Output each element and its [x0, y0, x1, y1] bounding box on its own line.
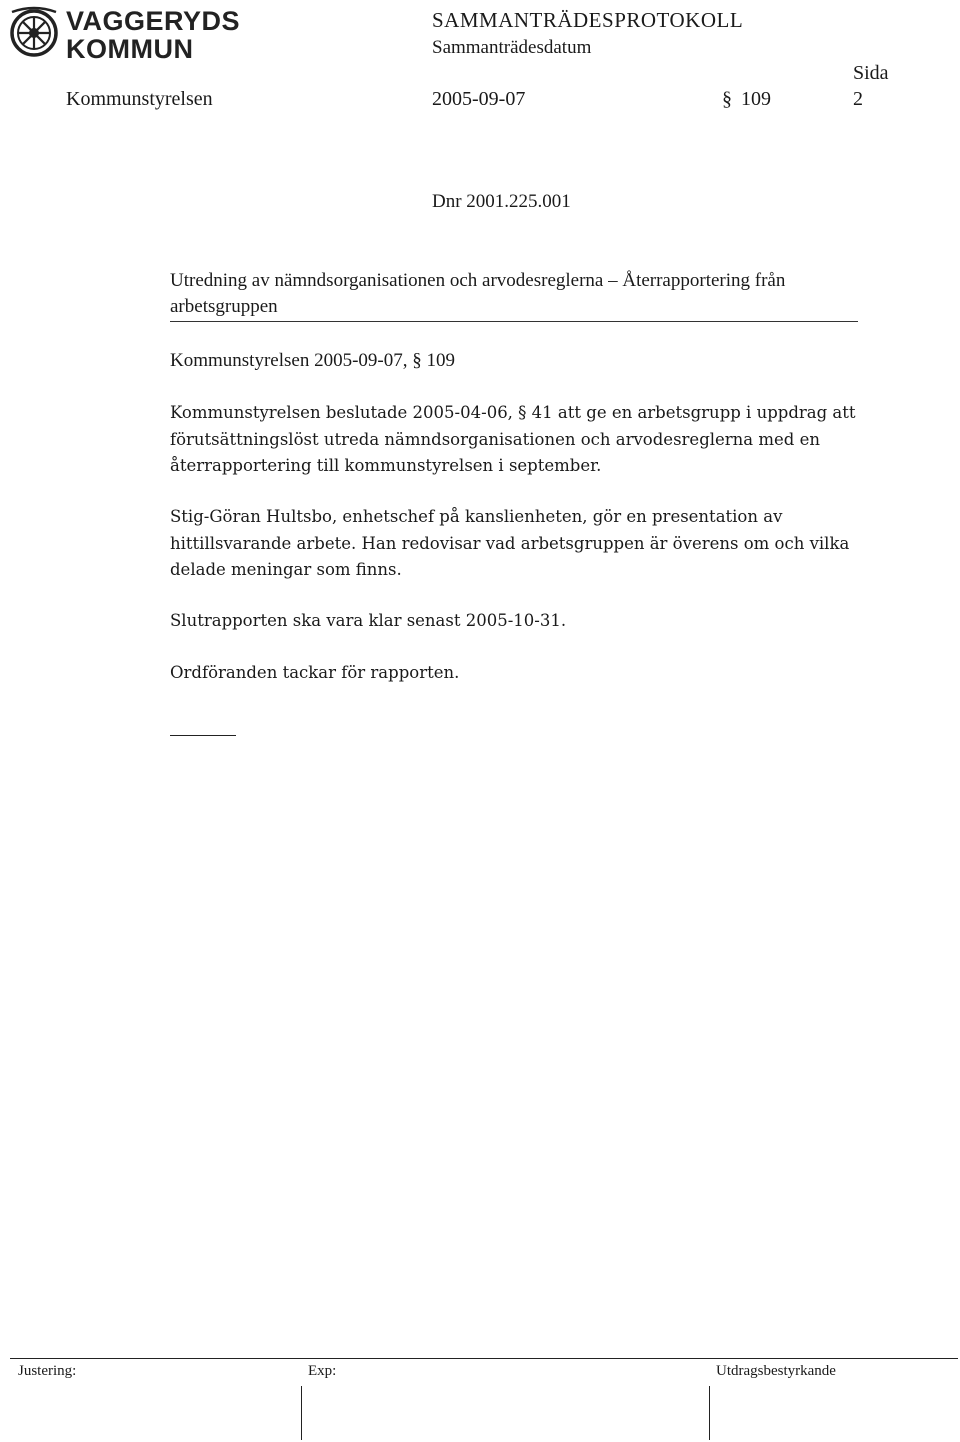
committee-name: Kommunstyrelsen [66, 88, 213, 110]
logo-text-line1: VAGGERYDS [66, 6, 241, 36]
page-number: 2 [853, 88, 863, 110]
case-title: Utredning av nämndsorganisationen och arvodesreglerna – Återrapportering från arbetsgruppen [170, 270, 786, 317]
footer-utdrag-label: Utdragsbestyrkande [716, 1363, 836, 1379]
footer-justering-label: Justering: [18, 1363, 77, 1379]
meeting-date-label: Sammanträdesdatum [432, 37, 592, 58]
paragraph-decision-background: Kommunstyrelsen beslutade 2005-04-06, § 41 att ge en arbetsgrupp i uppdrag att förutsättningslöst utreda nämndsorganisationen och arvodesreglerna med en återrapportering till kommunstyrelsen i september. [170, 403, 856, 475]
footer-exp-label: Exp: [308, 1363, 337, 1379]
case-number: Dnr 2001.225.001 [432, 191, 571, 212]
paragraph-sign: § [722, 88, 732, 110]
paragraph-closing: Ordföranden tackar för rapporten. [170, 663, 460, 682]
footer-rule [10, 1358, 958, 1359]
title-underline [170, 321, 858, 322]
paragraph-deadline: Slutrapporten ska vara klar senast 2005-10-31. [170, 611, 567, 630]
paragraph-presentation: Stig-Göran Hultsbo, enhetschef på kanslienheten, gör en presentation av hittillsvarande arbete. Han redovisar vad arbetsgruppen är överens om och vilka delade meningar som finns. [170, 507, 850, 579]
section-end-line [170, 735, 236, 736]
page-label: Sida [853, 62, 889, 84]
case-reference: Kommunstyrelsen 2005-09-07, § 109 [170, 350, 455, 371]
footer-divider-1 [301, 1386, 302, 1440]
logo-text-line2: KOMMUN [66, 34, 194, 64]
wheel-emblem-icon [8, 6, 60, 58]
footer-divider-2 [709, 1386, 710, 1440]
paragraph-number: 109 [741, 88, 771, 110]
document-type: SAMMANTRÄDESPROTOKOLL [432, 8, 744, 32]
municipality-logo [8, 6, 241, 64]
meeting-date: 2005-09-07 [432, 88, 526, 110]
